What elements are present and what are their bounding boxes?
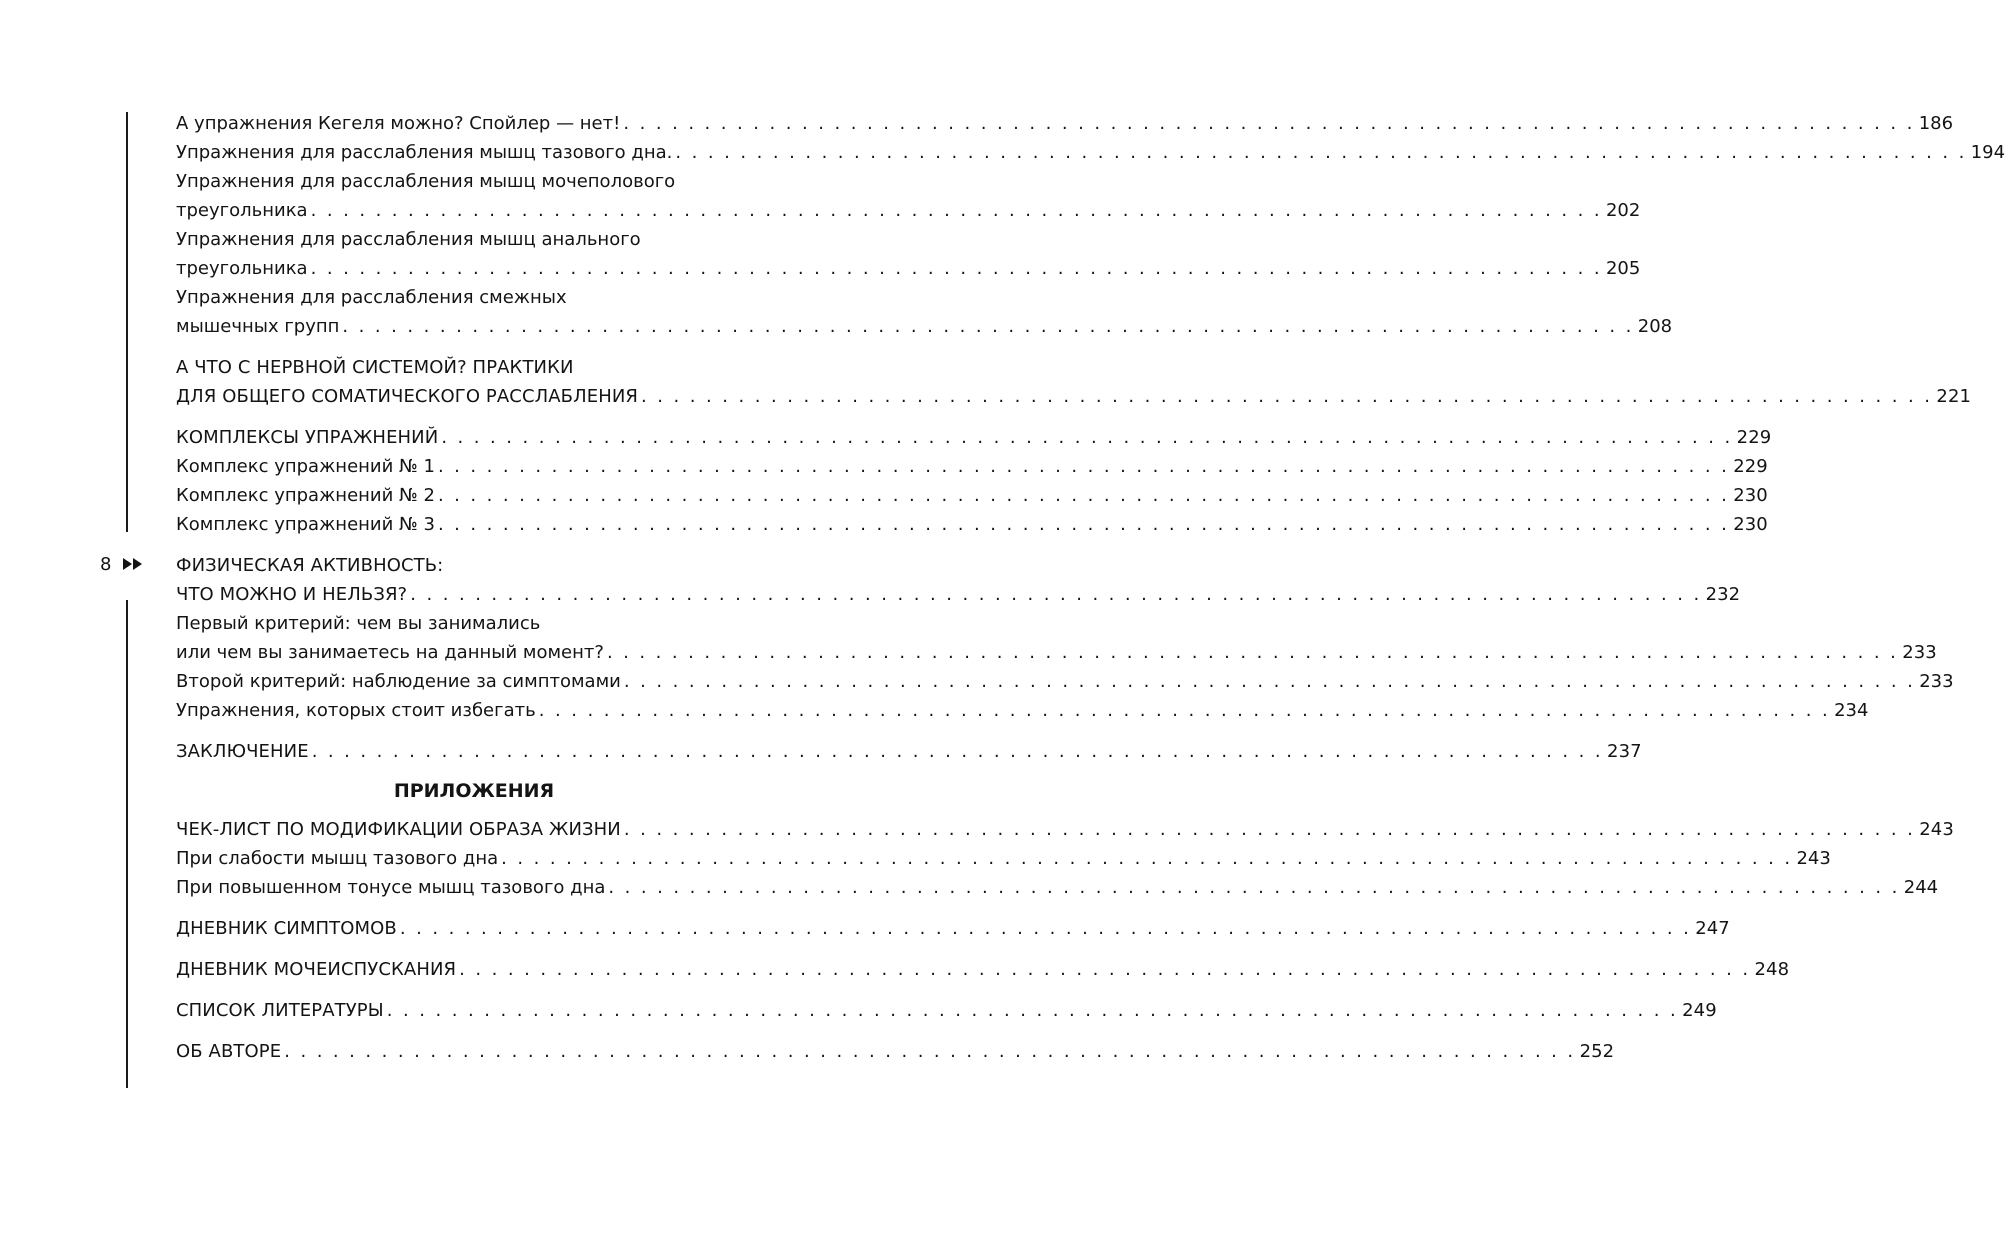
table-of-contents xyxy=(176,109,2005,1066)
dot-leader: . . . . . . . . . . . . . . . . . . . . . . . . . . . . . . . . . . . . . . . . . . . . . . . . . . . . . . . . . . . . . . . . . . . . . . . . . . . . . . . . xyxy=(437,514,1730,535)
toc-entry[interactable] xyxy=(176,873,1939,902)
toc-entry-title-line: ЧТО МОЖНО И НЕЛЬЗЯ? xyxy=(176,584,408,605)
double-arrow-icon xyxy=(123,558,143,570)
toc-entry[interactable] xyxy=(176,510,1768,539)
toc-group xyxy=(176,423,1772,539)
margin-rule-top xyxy=(126,112,128,532)
toc-page-number: 243 xyxy=(1796,848,1831,869)
dot-leader: . . . . . . . . . . . . . . . . . . . . . . . . . . . . . . . . . . . . . . . . . . . . . . . . . . . . . . . . . . . . . . . . . . . . . . . . . . . . . . . . xyxy=(410,584,1702,605)
toc-page-number: 229 xyxy=(1736,427,1772,448)
toc-page-number: 202 xyxy=(1605,200,1641,221)
toc-group xyxy=(176,737,1642,766)
toc-entry-title-line: ОБ АВТОРЕ xyxy=(176,1041,282,1062)
toc-page-number: 247 xyxy=(1695,918,1730,939)
dot-leader: . . . . . . . . . . . . . . . . . . . . . . . . . . . . . . . . . . . . . . . . . . . . . . . . . . . . . . . . . . . . . . . . . . . . . . . . . . . . . . . . xyxy=(623,671,1916,692)
toc-entry-title-line: треугольника xyxy=(176,200,308,221)
toc-entry-title-line: Первый критерий: чем вы занимались xyxy=(176,613,541,634)
toc-entry-title-line: ДНЕВНИК МОЧЕИСПУСКАНИЯ xyxy=(176,959,457,980)
dot-leader: . . . . . . . . . . . . . . . . . . . . . . . . . . . . . . . . . . . . . . . . . . . . . . . . . . . . . . . . . . . . . . . . . . . . . . . . . . . . . . . . xyxy=(501,848,1793,869)
toc-group xyxy=(176,955,1790,984)
toc-entry-title-line: А упражнения Кегеля можно? Спойлер — нет! xyxy=(176,113,621,134)
toc-page-number: 221 xyxy=(1936,386,1972,407)
toc-entry-title-line: ДНЕВНИК СИМПТОМОВ xyxy=(176,918,397,939)
toc-entry[interactable] xyxy=(176,696,1869,725)
toc-page-number: 233 xyxy=(1919,671,1954,692)
toc-entry[interactable] xyxy=(176,481,1768,510)
toc-entry[interactable] xyxy=(176,844,1831,873)
toc-entry[interactable] xyxy=(176,996,1717,1025)
dot-leader: . . . . . . . . . . . . . . . . . . . . . . . . . . . . . . . . . . . . . . . . . . . . . . . . . . . . . . . . . . . . . . . . . . . . . . . . . . . . . . . . xyxy=(623,819,1916,840)
dot-leader: . . . . . . . . . . . . . . . . . . . . . . . . . . . . . . . . . . . . . . . . . . . . . . . . . . . . . . . . . . . . . . . . . . . . . . . . . . . . . . . . xyxy=(623,113,1915,134)
toc-entry[interactable] xyxy=(176,815,1954,844)
dot-leader: . . . . . . . . . . . . . . . . . . . . . . . . . . . . . . . . . . . . . . . . . . . . . . . . . . . . . . . . . . . . . . . . . . . . . . . . . . . . . . . . xyxy=(399,918,1692,939)
toc-page-number: 233 xyxy=(1902,642,1937,663)
toc-entry-title-line: мышечных групп xyxy=(176,316,340,337)
toc-page-number: 234 xyxy=(1834,700,1869,721)
dot-leader: . . . . . . . . . . . . . . . . . . . . . . . . . . . . . . . . . . . . . . . . . . . . . . . . . . . . . . . . . . . . . . . . . . . . . . . . . . . . . . . . xyxy=(311,741,1604,762)
toc-entry[interactable] xyxy=(176,737,1642,766)
toc-entry[interactable] xyxy=(176,423,1772,452)
toc-group xyxy=(176,815,1954,902)
toc-page-number: 243 xyxy=(1919,819,1954,840)
toc-group xyxy=(176,109,2005,341)
toc-group xyxy=(176,914,1730,943)
dot-leader: . . . . . . . . . . . . . . . . . . . . . . . . . . . . . . . . . . . . . . . . . . . . . . . . . . . . . . . . . . . . . . . . . . . . . . . . . . . . . . . . xyxy=(437,456,1730,477)
toc-page-number: 230 xyxy=(1733,485,1768,506)
appendix-heading: ПРИЛОЖЕНИЯ xyxy=(393,780,555,802)
toc-entry[interactable] xyxy=(176,609,1937,667)
dot-leader: . . . . . . . . . . . . . . . . . . . . . . . . . . . . . . . . . . . . . . . . . . . . . . . . . . . . . . . . . . . . . . . . . . . . . . . . . . . . . . . . xyxy=(441,427,1733,448)
toc-group xyxy=(176,1037,1615,1066)
toc-entry-title-line: Комплекс упражнений № 1 xyxy=(176,456,435,477)
toc-entry-title-line: СПИСОК ЛИТЕРАТУРЫ xyxy=(176,1000,384,1021)
toc-page-number: 237 xyxy=(1607,741,1642,762)
toc-entry-title-line: Упражнения для расслабления мышц мочеполового xyxy=(176,171,676,192)
dot-leader: . . . . . . . . . . . . . . . . . . . . . . . . . . . . . . . . . . . . . . . . . . . . . . . . . . . . . . . . . . . . . . . . . . . . . . . . . . . . . . . . xyxy=(310,200,1602,221)
toc-group xyxy=(176,996,1717,1025)
dot-leader: . . . . . . . . . . . . . . . . . . . . . . . . . . . . . . . . . . . . . . . . . . . . . . . . . . . . . . . . . . . . . . . . . . . . . . . . . . . . . . . . xyxy=(342,316,1634,337)
toc-entry[interactable] xyxy=(176,667,1954,696)
dot-leader: . . . . . . . . . . . . . . . . . . . . . . . . . . . . . . . . . . . . . . . . . . . . . . . . . . . . . . . . . . . . . . . . . . . . . . . . . . . . . . . . xyxy=(284,1041,1576,1062)
toc-entry-title-line: При повышенном тонусе мышц тазового дна xyxy=(176,877,606,898)
toc-entry-title-line: ЧЕК-ЛИСТ ПО МОДИФИКАЦИИ ОБРАЗА ЖИЗНИ xyxy=(176,819,621,840)
toc-entry-title-line: Комплекс упражнений № 2 xyxy=(176,485,435,506)
dot-leader: . . . . . . . . . . . . . . . . . . . . . . . . . . . . . . . . . . . . . . . . . . . . . . . . . . . . . . . . . . . . . . . . . . . . . . . . . . . . . . . . xyxy=(606,642,1899,663)
dot-leader: . . . . . . . . . . . . . . . . . . . . . . . . . . . . . . . . . . . . . . . . . . . . . . . . . . . . . . . . . . . . . . . . . . . . . . . . . . . . . . . . xyxy=(641,386,1933,407)
toc-entry-title-line: А ЧТО С НЕРВНОЙ СИСТЕМОЙ? ПРАКТИКИ xyxy=(176,357,574,378)
toc-page-number: 252 xyxy=(1579,1041,1615,1062)
toc-entry[interactable] xyxy=(176,109,1954,138)
toc-entry[interactable] xyxy=(176,955,1790,984)
toc-page-number: 244 xyxy=(1903,877,1939,898)
toc-page-number: 205 xyxy=(1605,258,1641,279)
toc-entry[interactable] xyxy=(176,452,1768,481)
toc-entry-title-line: При слабости мышц тазового дна xyxy=(176,848,499,869)
toc-entry[interactable] xyxy=(176,138,2005,167)
toc-group xyxy=(176,353,1972,411)
toc-entry[interactable] xyxy=(176,353,1972,411)
toc-entry-title-line: Упражнения для расслабления мышц тазового дна. xyxy=(176,142,673,163)
dot-leader: . . . . . . . . . . . . . . . . . . . . . . . . . . . . . . . . . . . . . . . . . . . . . . . . . . . . . . . . . . . . . . . . . . . . . . . . . . . . . . . . xyxy=(675,142,1967,163)
toc-page-number: 249 xyxy=(1682,1000,1717,1021)
toc-entry[interactable] xyxy=(176,914,1730,943)
toc-entry-title-line: ФИЗИЧЕСКАЯ АКТИВНОСТЬ: xyxy=(176,555,444,576)
toc-group xyxy=(176,551,1954,725)
page-number: 8 xyxy=(100,554,112,575)
toc-entry-title-line: ЗАКЛЮЧЕНИЕ xyxy=(176,741,309,762)
toc-entry[interactable] xyxy=(176,167,1641,225)
dot-leader: . . . . . . . . . . . . . . . . . . . . . . . . . . . . . . . . . . . . . . . . . . . . . . . . . . . . . . . . . . . . . . . . . . . . . . . . . . . . . . . . xyxy=(608,877,1900,898)
toc-page-number: 230 xyxy=(1733,514,1768,535)
toc-entry-title-line: ДЛЯ ОБЩЕГО СОМАТИЧЕСКОГО РАССЛАБЛЕНИЯ xyxy=(176,386,639,407)
toc-entry-title-line: КОМПЛЕКСЫ УПРАЖНЕНИЙ xyxy=(176,427,439,448)
toc-page-number: 208 xyxy=(1637,316,1673,337)
dot-leader: . . . . . . . . . . . . . . . . . . . . . . . . . . . . . . . . . . . . . . . . . . . . . . . . . . . . . . . . . . . . . . . . . . . . . . . . . . . . . . . . xyxy=(459,959,1751,980)
toc-entry[interactable] xyxy=(176,1037,1615,1066)
toc-page-number: 232 xyxy=(1705,584,1741,605)
toc-entry-title-line: или чем вы занимаетесь на данный момент? xyxy=(176,642,604,663)
dot-leader: . . . . . . . . . . . . . . . . . . . . . . . . . . . . . . . . . . . . . . . . . . . . . . . . . . . . . . . . . . . . . . . . . . . . . . . . . . . . . . . . xyxy=(386,1000,1679,1021)
toc-entry-title-line: Упражнения для расслабления смежных xyxy=(176,287,567,308)
dot-leader: . . . . . . . . . . . . . . . . . . . . . . . . . . . . . . . . . . . . . . . . . . . . . . . . . . . . . . . . . . . . . . . . . . . . . . . . . . . . . . . . xyxy=(437,485,1730,506)
dot-leader: . . . . . . . . . . . . . . . . . . . . . . . . . . . . . . . . . . . . . . . . . . . . . . . . . . . . . . . . . . . . . . . . . . . . . . . . . . . . . . . . xyxy=(310,258,1602,279)
toc-entry[interactable] xyxy=(176,283,1673,341)
toc-entry-title-line: треугольника xyxy=(176,258,308,279)
toc-page-number: 194 xyxy=(1970,142,2005,163)
toc-entry-title-line: Комплекс упражнений № 3 xyxy=(176,514,435,535)
margin-rule-bottom xyxy=(126,600,128,1088)
toc-page-number: 186 xyxy=(1918,113,1954,134)
dot-leader: . . . . . . . . . . . . . . . . . . . . . . . . . . . . . . . . . . . . . . . . . . . . . . . . . . . . . . . . . . . . . . . . . . . . . . . . . . . . . . . . xyxy=(538,700,1831,721)
toc-entry[interactable] xyxy=(176,225,1641,283)
toc-entry-title-line: Упражнения, которых стоит избегать xyxy=(176,700,536,721)
toc-entry-title-line: Второй критерий: наблюдение за симптомами xyxy=(176,671,621,692)
toc-page-number: 248 xyxy=(1754,959,1790,980)
toc-entry[interactable] xyxy=(176,551,1741,609)
toc-entry-title-line: Упражнения для расслабления мышц анального xyxy=(176,229,641,250)
toc-page-number: 229 xyxy=(1733,456,1768,477)
